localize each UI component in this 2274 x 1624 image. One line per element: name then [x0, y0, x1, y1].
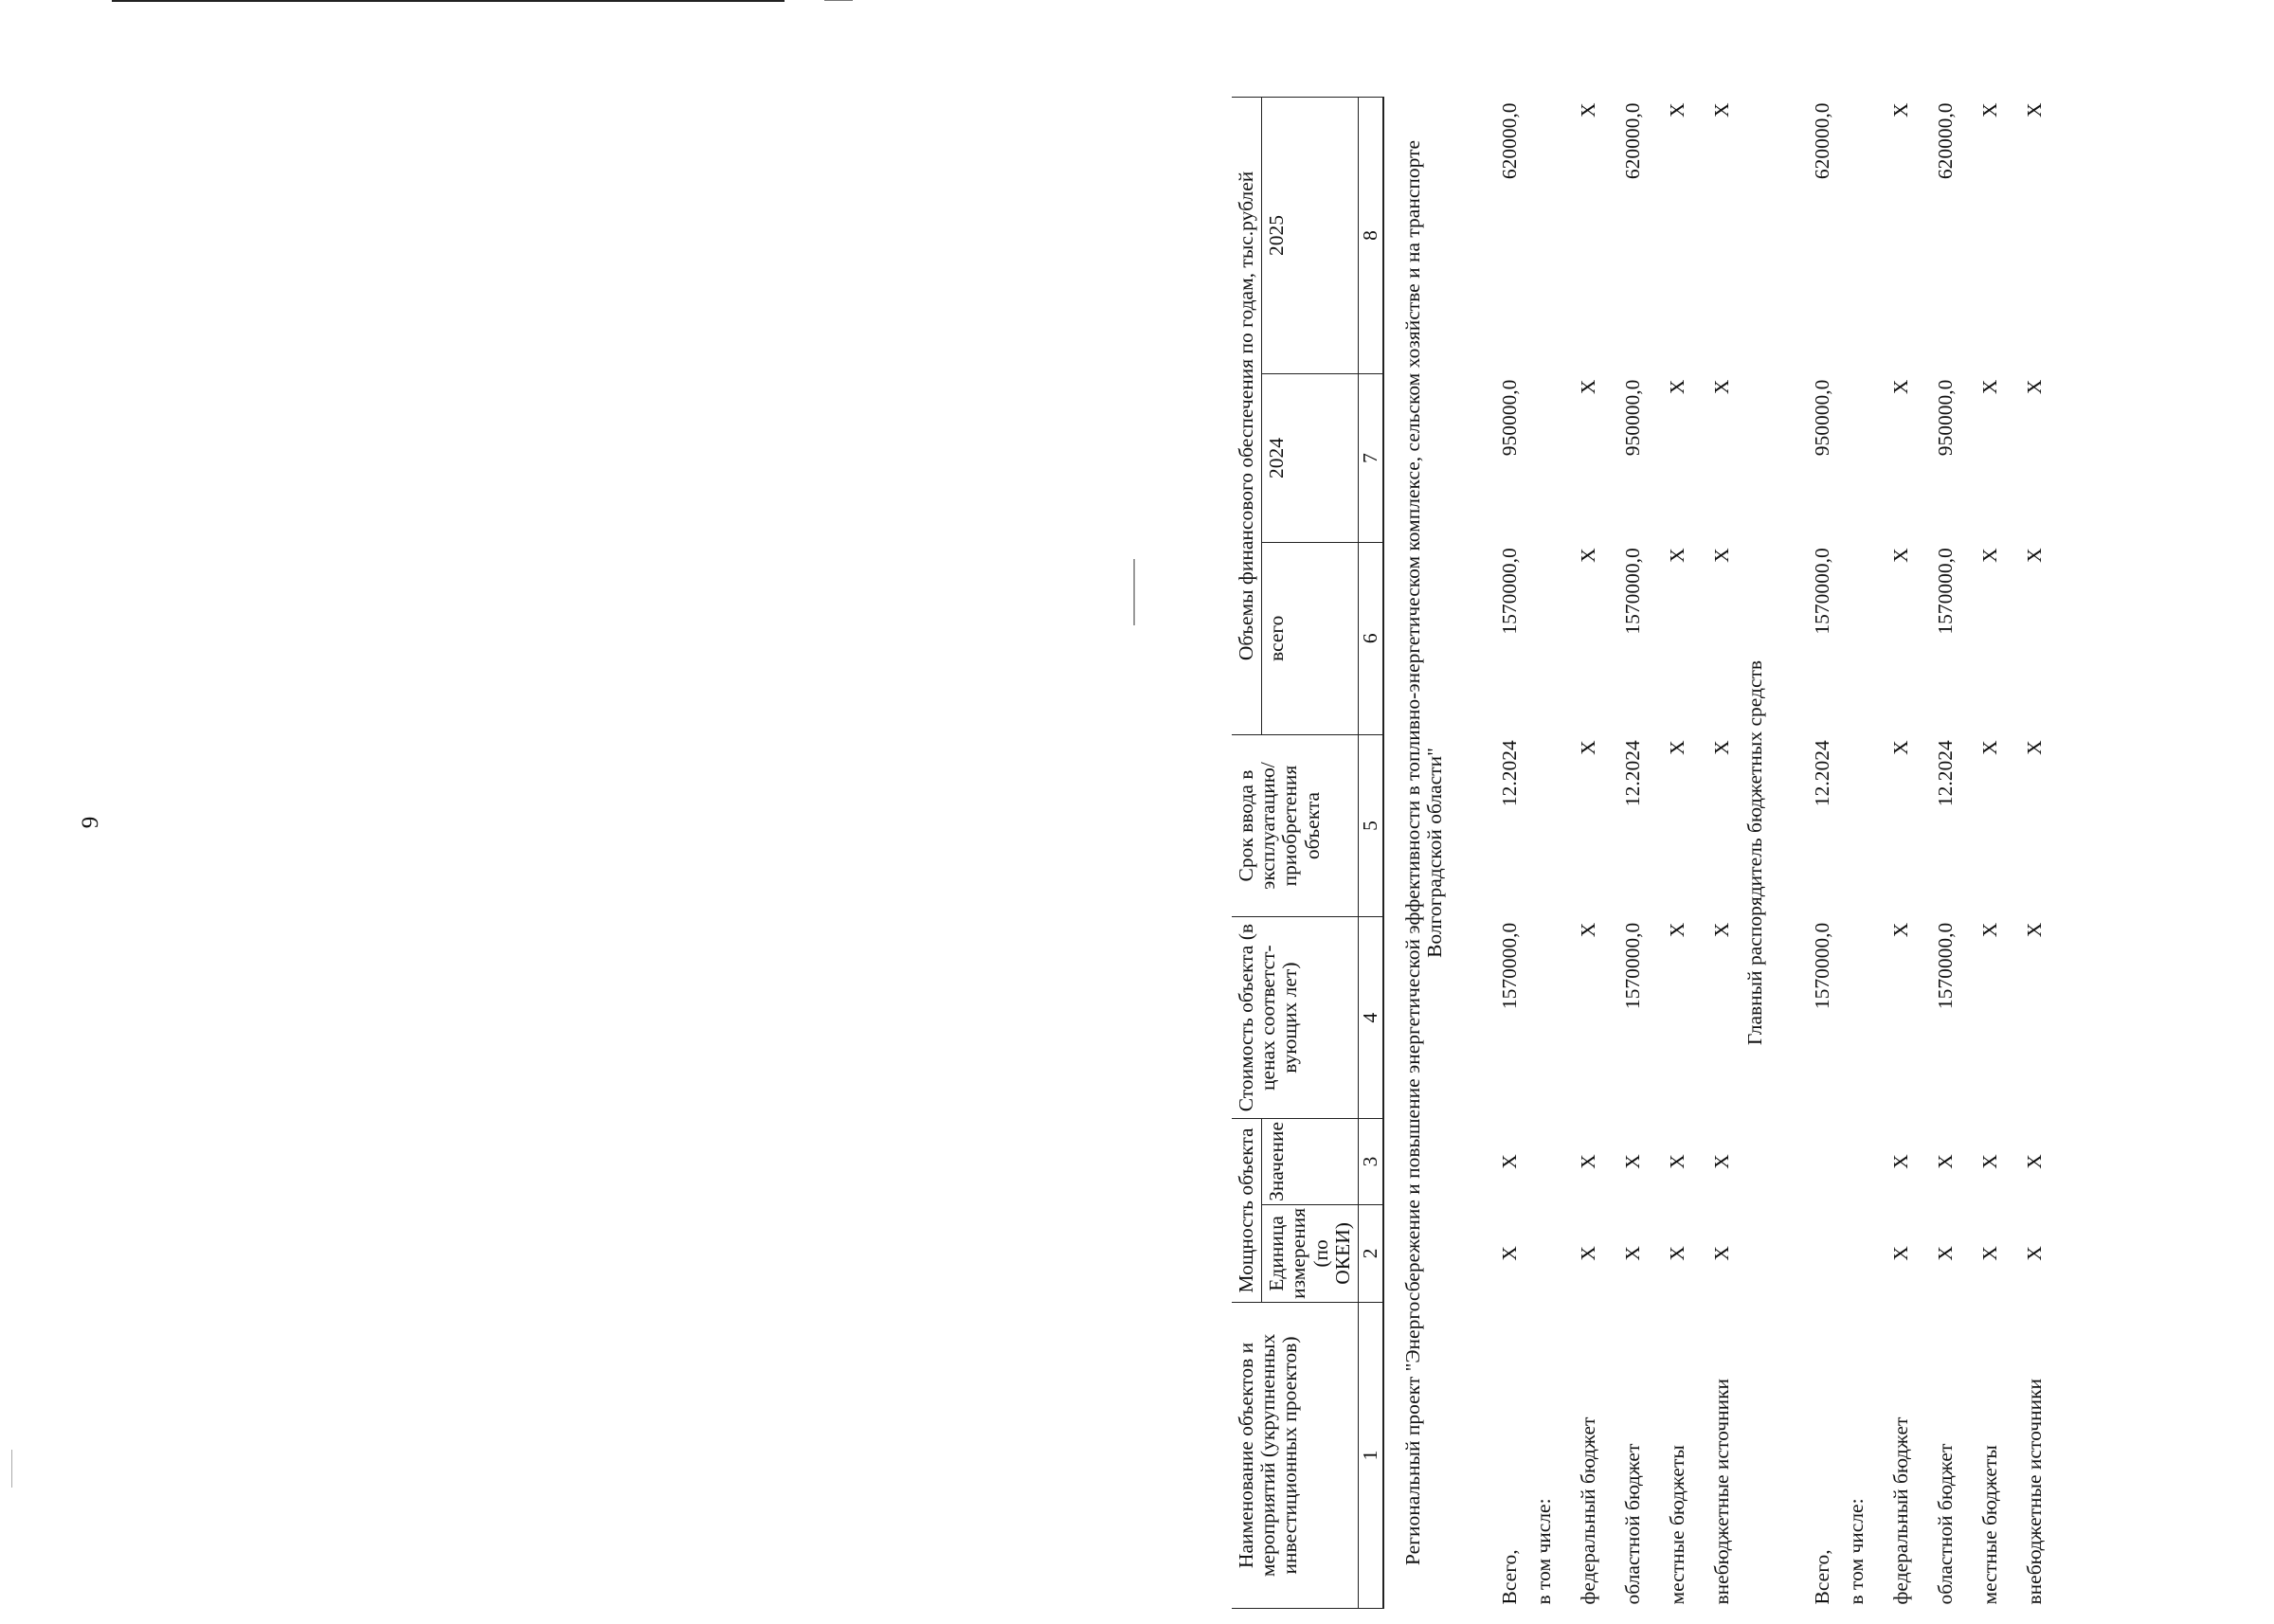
year-2024-cell: Х [1889, 379, 1913, 395]
year-2024-cell: Х [1577, 379, 1600, 395]
top-rule-fragment [824, 0, 853, 1]
year-2024-cell: 950000,0 [1621, 379, 1645, 457]
table-row [1957, 98, 2001, 1609]
year-2024-cell: Х [2023, 379, 2047, 395]
term-cell: Х [1710, 740, 1734, 755]
header-unit: Единица измерения (по ОКЕИ) [1262, 1204, 1359, 1302]
year-2024-cell: 950000,0 [1811, 379, 1834, 457]
value-cell: Х [1978, 1154, 2002, 1169]
term-cell: 12.2024 [1811, 740, 1834, 807]
row-name: внебюджетные источники [2023, 1378, 2047, 1605]
year-2025-cell: Х [1978, 102, 2002, 118]
total-cell [1521, 542, 1555, 734]
row-name: областной бюджет [1621, 1443, 1645, 1605]
value-cell: Х [1621, 1154, 1645, 1169]
total-cell: Х [2023, 548, 2047, 563]
total-cell: Х [1978, 548, 2002, 563]
year-2025-cell [1521, 98, 1555, 374]
project-title: Региональный проект "Энергосбережение и повышение энергетической эффективности в топливно-энергетическом комплексе, сельском хозяйстве и на транспорте Волгоградской области" [1401, 139, 1447, 1566]
table-row [1599, 98, 1644, 1609]
row-name: в том числе: [1532, 1498, 1556, 1605]
year-2025-cell: Х [1710, 102, 1734, 118]
row-name: областной бюджет [1934, 1443, 1958, 1605]
row-name: местные бюджеты [1666, 1445, 1689, 1605]
total-cell: 1570000,0 [1811, 548, 1834, 635]
column-number: 1 [1359, 1302, 1384, 1608]
header-value: Значение [1262, 1119, 1359, 1205]
unit-cell: Х [1498, 1246, 1522, 1261]
year-2024-cell: Х [1710, 379, 1734, 395]
term-cell: Х [1978, 740, 2002, 755]
unit-cell: Х [2023, 1246, 2047, 1261]
unit-cell: Х [1889, 1246, 1913, 1261]
value-cell: Х [1577, 1154, 1600, 1169]
year-2025-cell: Х [1666, 102, 1689, 118]
header-cost: Стоимость объекта (в ценах соответст-вующих лет) [1232, 917, 1359, 1119]
unit-cell [1833, 1204, 1868, 1302]
term-cell: 12.2024 [1621, 740, 1645, 807]
cost-cell: Х [1978, 922, 2002, 938]
scan-edge-mark [11, 1450, 12, 1488]
year-2025-cell [1833, 98, 1868, 374]
header-year-2024: 2024 [1262, 374, 1359, 543]
value-cell [1521, 1119, 1555, 1205]
term-cell: Х [1666, 740, 1689, 755]
column-number: 4 [1359, 917, 1384, 1119]
table-row [1644, 98, 1688, 1609]
column-number: 7 [1359, 374, 1384, 543]
rotated-page-content [1137, 0, 2274, 1624]
table-row [1912, 98, 1957, 1609]
row-name: Всего, [1498, 1549, 1522, 1605]
term-cell [1521, 734, 1555, 916]
year-2025-cell: 620000,0 [1498, 102, 1522, 180]
year-2025-cell: Х [1889, 102, 1913, 118]
cost-cell: Х [1666, 922, 1689, 938]
total-cell: 1570000,0 [1621, 548, 1645, 635]
year-2024-cell: Х [1978, 379, 2002, 395]
total-cell: 1570000,0 [1934, 548, 1958, 635]
cost-cell [1521, 917, 1555, 1119]
table-row [2001, 98, 2046, 1609]
value-cell: Х [2023, 1154, 2047, 1169]
section-subtitle: Главный распорядитель бюджетных средств [1742, 659, 1766, 1046]
row-name: в том числе: [1845, 1498, 1868, 1605]
unit-cell: Х [1666, 1246, 1689, 1261]
unit-cell [1521, 1204, 1555, 1302]
term-cell: 12.2024 [1498, 740, 1522, 807]
cost-cell: Х [2023, 922, 2047, 938]
column-number: 5 [1359, 734, 1384, 916]
year-2025-cell: Х [1577, 102, 1600, 118]
unit-cell: Х [1710, 1246, 1734, 1261]
cost-cell: 1570000,0 [1811, 922, 1834, 1010]
column-number: 8 [1359, 98, 1384, 374]
cost-cell: 1570000,0 [1498, 922, 1522, 1010]
total-cell: Х [1889, 548, 1913, 563]
total-cell: Х [1577, 548, 1600, 563]
row-name: федеральный бюджет [1577, 1416, 1600, 1605]
table-row [1833, 98, 1868, 1609]
header-volumes: Объемы финансового обеспечения по годам, тыс.рублей [1232, 98, 1262, 735]
header-year-2025: 2025 [1262, 98, 1359, 374]
unit-cell: Х [1934, 1246, 1958, 1261]
page-number: 9 [78, 816, 103, 829]
total-cell: Х [1666, 548, 1689, 563]
table-row [1688, 98, 1733, 1609]
value-cell [1833, 1119, 1868, 1205]
year-2025-cell: Х [2023, 102, 2047, 118]
year-2025-cell: 620000,0 [1934, 102, 1958, 180]
row-name: внебюджетные источники [1710, 1378, 1734, 1605]
total-cell: Х [1710, 548, 1734, 563]
term-cell [1833, 734, 1868, 916]
value-cell: Х [1498, 1154, 1522, 1169]
header-capacity: Мощность объекта [1232, 1119, 1262, 1303]
cost-cell: Х [1577, 922, 1600, 938]
row-name: Всего, [1811, 1549, 1834, 1605]
cost-cell: Х [1889, 922, 1913, 938]
unit-cell [1777, 1204, 1833, 1302]
top-rule [112, 0, 785, 2]
cost-cell [1833, 917, 1868, 1119]
table-row [1521, 98, 1555, 1609]
value-cell: Х [1889, 1154, 1913, 1169]
cost-cell: 1570000,0 [1621, 922, 1645, 1010]
term-cell: Х [2023, 740, 2047, 755]
column-number: 2 [1359, 1204, 1384, 1302]
term-cell: Х [1577, 740, 1600, 755]
value-cell: Х [1934, 1154, 1958, 1169]
unit-cell: Х [1577, 1246, 1600, 1261]
table-row [1868, 98, 1912, 1609]
term-cell: Х [1889, 740, 1913, 755]
cost-cell: 1570000,0 [1934, 922, 1958, 1010]
year-2025-cell: 620000,0 [1621, 102, 1645, 180]
financing-table [1232, 97, 2046, 1609]
year-2024-cell: 950000,0 [1498, 379, 1522, 457]
row-name: федеральный бюджет [1889, 1416, 1913, 1605]
year-2024-cell [1833, 374, 1868, 543]
header-term: Срок ввода в эксплуатацию/ приобретения объекта [1232, 734, 1359, 916]
value-cell: Х [1666, 1154, 1689, 1169]
value-cell: Х [1710, 1154, 1734, 1169]
header-total: всего [1262, 542, 1359, 734]
year-2024-cell: 950000,0 [1934, 379, 1958, 457]
year-2025-cell: 620000,0 [1811, 102, 1834, 180]
scan-edge-mark [1133, 559, 1135, 625]
year-2024-cell [1521, 374, 1555, 543]
table-row [1464, 98, 1521, 1609]
column-number: 3 [1359, 1119, 1384, 1205]
unit-cell: Х [1978, 1246, 2002, 1261]
total-cell: 1570000,0 [1498, 548, 1522, 635]
term-cell: 12.2024 [1934, 740, 1958, 807]
value-cell [1777, 1119, 1833, 1205]
table-row [1555, 98, 1599, 1609]
total-cell [1833, 542, 1868, 734]
year-2024-cell: Х [1666, 379, 1689, 395]
header-name: Наименование объектов и мероприятий (укрупненных инвестиционных проектов) [1232, 1302, 1359, 1608]
table-row [1777, 98, 1833, 1609]
row-name: местные бюджеты [1978, 1445, 2002, 1605]
unit-cell: Х [1621, 1246, 1645, 1261]
cost-cell: Х [1710, 922, 1734, 938]
column-number: 6 [1359, 542, 1384, 734]
